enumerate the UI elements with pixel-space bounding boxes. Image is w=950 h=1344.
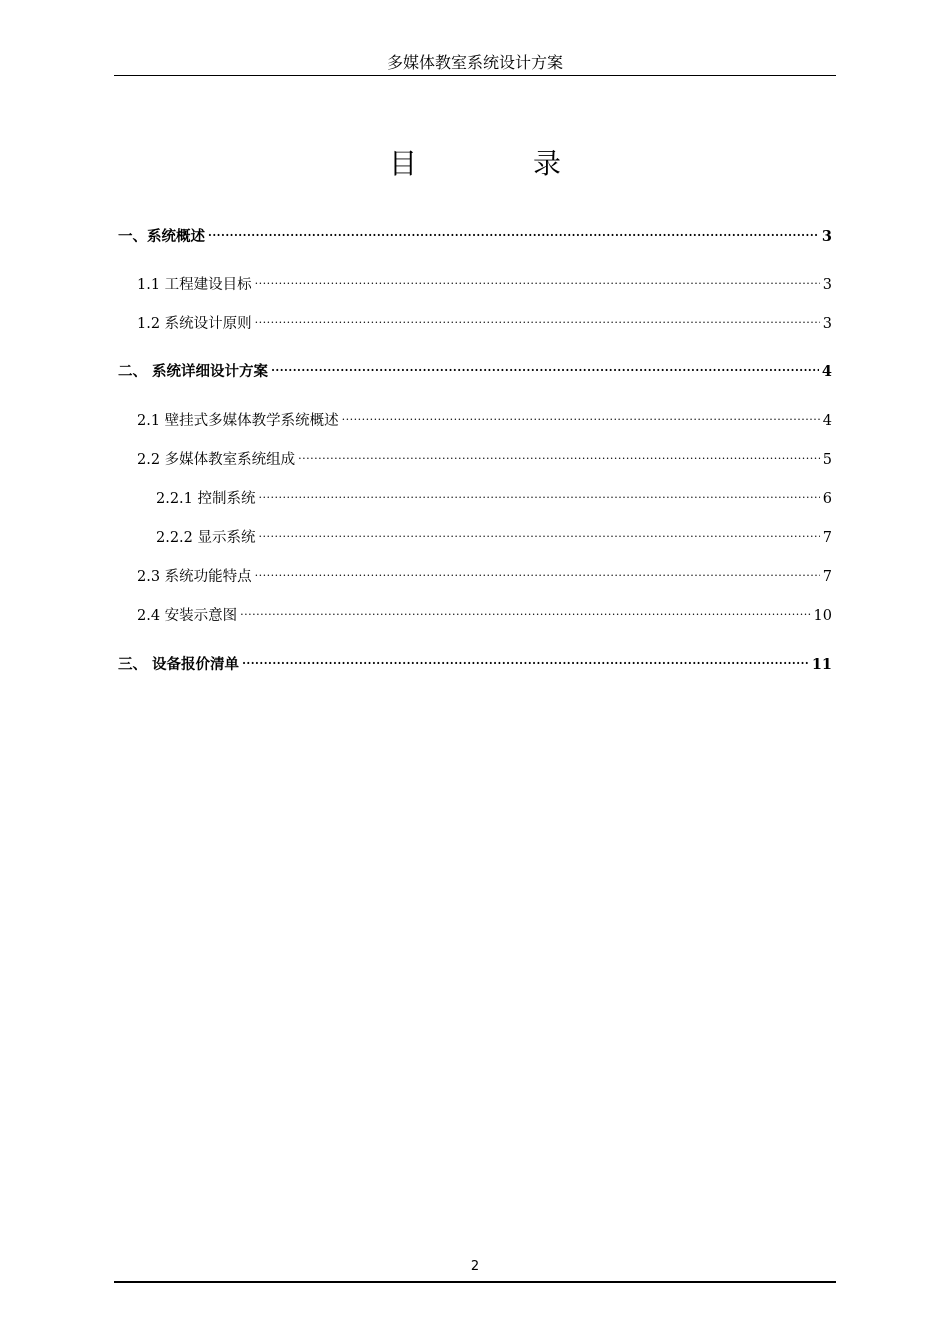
toc-entry[interactable] (118, 221, 832, 245)
toc-entry[interactable] (137, 269, 832, 293)
toc-entry-label: 2.2.2 显示系统 (156, 530, 256, 546)
toc-leader-dots (298, 444, 820, 464)
toc-leader-dots (255, 308, 820, 328)
toc-heading-char-1: 目 (388, 147, 417, 180)
toc-entry[interactable] (137, 405, 832, 429)
toc-entry[interactable] (156, 522, 832, 546)
toc-entry[interactable] (137, 561, 832, 585)
toc-leader-dots (342, 405, 820, 425)
toc-entry-page: 11 (811, 656, 832, 673)
toc-entry-label: 1.1 工程建设目标 (137, 277, 252, 293)
toc-leader-dots (255, 561, 820, 581)
toc-entry[interactable] (118, 356, 832, 380)
toc-entry-page: 10 (813, 608, 832, 624)
toc-entry-label: 2.2.1 控制系统 (156, 491, 256, 507)
page-number: 2 (470, 1259, 480, 1274)
toc-entry-label: 二、 系统详细设计方案 (118, 363, 269, 380)
toc-entry-page: 5 (822, 452, 832, 468)
toc-entry-label: 三、 设备报价清单 (118, 656, 240, 673)
toc-entry-page: 3 (821, 228, 832, 245)
toc-entry-page: 3 (822, 277, 832, 293)
toc-entry-label: 2.2 多媒体教室系统组成 (137, 452, 296, 468)
toc-entry-label: 一、系统概述 (118, 228, 205, 245)
toc-leader-dots (259, 522, 820, 542)
toc-entry[interactable] (137, 308, 832, 332)
toc-leader-dots (242, 649, 809, 669)
toc-leader-dots (271, 356, 819, 376)
running-header: 多媒体教室系统设计方案 (386, 53, 563, 72)
toc-entry-page: 3 (822, 316, 832, 332)
toc-entry-page: 4 (821, 363, 832, 380)
toc-entry-label: 2.3 系统功能特点 (137, 569, 252, 585)
toc-entry[interactable] (118, 649, 832, 673)
toc-heading-char-2: 录 (533, 147, 562, 180)
header-rule (114, 75, 836, 76)
toc-leader-dots (259, 483, 820, 503)
toc-leader-dots (255, 269, 820, 289)
toc-entry-page: 7 (822, 530, 832, 546)
toc-entry-page: 7 (822, 569, 832, 585)
toc-entry-label: 2.1 壁挂式多媒体教学系统概述 (137, 413, 339, 429)
toc-entry[interactable] (137, 444, 832, 468)
toc-entry[interactable] (137, 600, 832, 624)
toc-entry-label: 1.2 系统设计原则 (137, 316, 252, 332)
footer-rule (114, 1281, 836, 1283)
toc-leader-dots (240, 600, 810, 620)
toc-heading (0, 146, 950, 182)
toc-entry-page: 4 (822, 413, 832, 429)
toc-entry[interactable] (156, 483, 832, 507)
toc-entry-label: 2.4 安装示意图 (137, 608, 238, 624)
toc-entry-page: 6 (822, 491, 832, 507)
toc-leader-dots (208, 221, 819, 241)
